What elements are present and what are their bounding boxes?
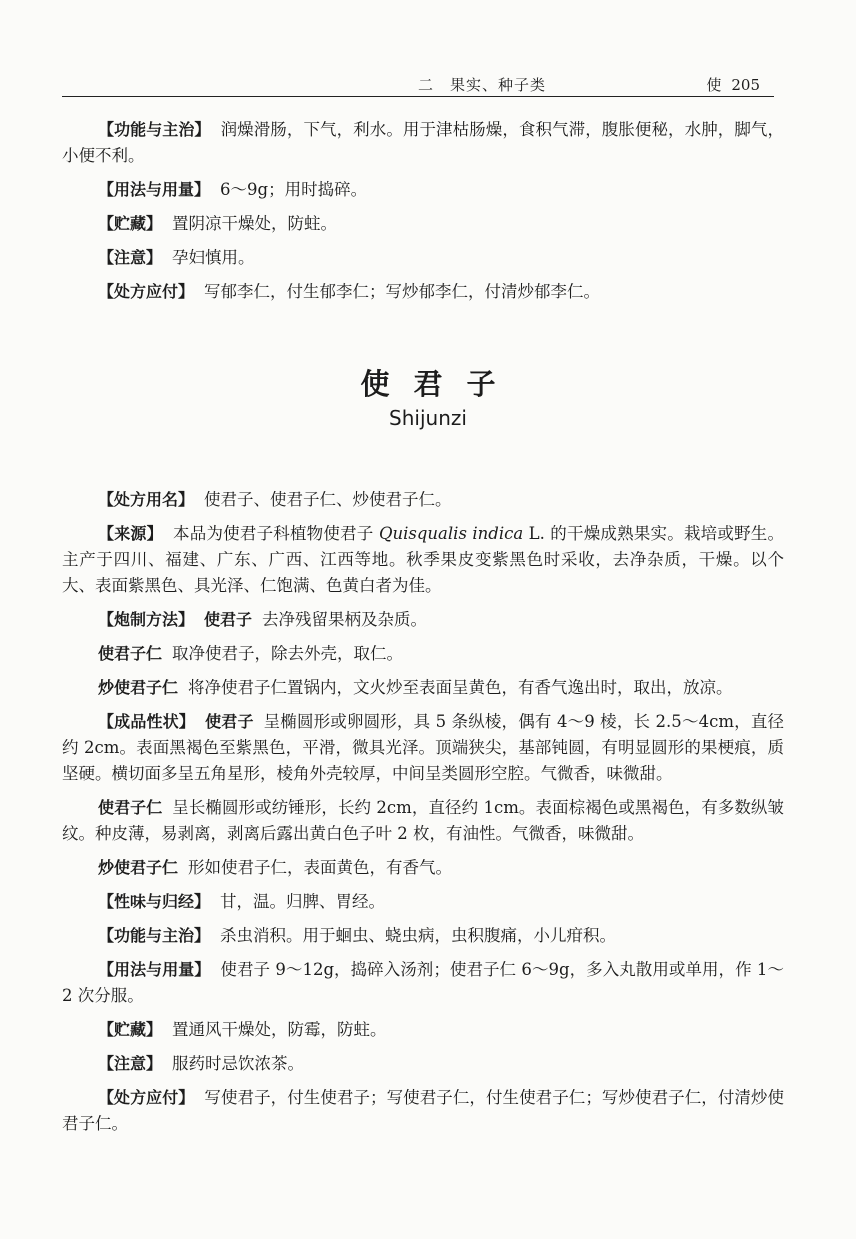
processing-raw xyxy=(62,607,784,633)
storage xyxy=(62,1017,784,1043)
entry-text: 孕妇慎用。 xyxy=(172,248,255,267)
prescription-names xyxy=(62,487,784,513)
entry-tag: 【成品性状】 xyxy=(98,712,195,731)
latin-name: Quisqualis indica xyxy=(378,524,524,543)
entry-text: 服药时忌饮浓茶。 xyxy=(172,1054,305,1073)
entry-tag: 【来源】 xyxy=(98,524,163,543)
entry-storage xyxy=(62,211,784,237)
properties-raw xyxy=(62,709,784,787)
sub-heading: 使君子 xyxy=(204,610,253,629)
entry-functions xyxy=(62,117,784,169)
processing-kernel xyxy=(62,641,784,667)
previous-entry-tail xyxy=(62,117,784,313)
running-header xyxy=(62,60,774,97)
entry-tag: 【注意】 xyxy=(98,1054,163,1073)
entry-tag: 【用法与用量】 xyxy=(98,960,211,979)
sub-heading: 使君子仁 xyxy=(98,644,163,663)
entry-tag: 【贮藏】 xyxy=(98,214,163,233)
sub-heading: 炒使君子仁 xyxy=(98,858,179,877)
entry-caution xyxy=(62,245,784,271)
entry-tag: 【功能与主治】 xyxy=(98,926,211,945)
sub-heading: 使君子仁 xyxy=(98,798,163,817)
functions xyxy=(62,923,784,949)
properties-fried-kernel xyxy=(62,855,784,881)
properties-kernel xyxy=(62,795,784,847)
entry-text: 杀虫消积。用于蛔虫、蛲虫病，虫积腹痛，小儿疳积。 xyxy=(220,926,617,945)
page-number: 205 xyxy=(731,76,760,94)
entry-text: 使君子、使君子仁、炒使君子仁。 xyxy=(204,490,452,509)
entry-text: 写使君子，付生使君子；写使君子仁，付生使君子仁；写炒使君子仁，付清炒使君子仁。 xyxy=(62,1088,784,1133)
entry-text: 润燥滑肠，下气，利水。用于津枯肠燥，食积气滞，腹胀便秘，水肿，脚气，小便不利。 xyxy=(62,120,784,165)
processing-fried-kernel xyxy=(62,675,784,701)
dispensing xyxy=(62,1085,784,1137)
sub-heading: 使君子 xyxy=(204,712,254,731)
entry-text: 呈椭圆形或卵圆形，具 5 条纵棱，偶有 4～9 棱，长 2.5～4cm，直径约 2cm。表面黑褐色至紫黑色，平滑，微具光泽。顶端狭尖，基部钝圆，有明显圆形的果梗痕，质坚硬。横切面多呈五角星形，棱角外壳较厚，中间呈类圆形空腔。气微香，味微甜。 xyxy=(62,712,784,783)
entry-tag: 【贮藏】 xyxy=(98,1020,163,1039)
entry-text: 去净残留果柄及杂质。 xyxy=(262,610,428,629)
entry-text: 使君子 9～12g，捣碎入汤剂；使君子仁 6～9g，多入丸散用或单用，作 1～2 次分服。 xyxy=(62,960,784,1005)
chapter-char: 使 xyxy=(706,76,722,94)
entry-tag: 【用法与用量】 xyxy=(98,180,211,199)
entry-tag: 【处方用名】 xyxy=(98,490,195,509)
sub-heading: 炒使君子仁 xyxy=(98,678,179,697)
entry-text: 呈长椭圆形或纺锤形，长约 2cm，直径约 1cm。表面棕褐色或黑褐色，有多数纵皱纹。种皮薄，易剥离，剥离后露出黄白色子叶 2 枚，有油性。气微香，味微甜。 xyxy=(62,798,784,843)
entry-text: 6～9g；用时捣碎。 xyxy=(220,180,368,199)
entry-dosage xyxy=(62,177,784,203)
nature-meridian xyxy=(62,889,784,915)
entry-text: 本品为使君子科植物使君子 xyxy=(172,524,379,543)
section-title: 二 果实、种子类 xyxy=(418,76,547,94)
monograph-pinyin: Shijunzi xyxy=(389,406,467,430)
entry-tag: 【处方应付】 xyxy=(98,1088,195,1107)
entry-tag: 【功能与主治】 xyxy=(98,120,211,139)
page-label xyxy=(706,74,760,95)
entry-text: 甘，温。归脾、胃经。 xyxy=(220,892,386,911)
entry-text: 置通风干燥处，防霉，防蛀。 xyxy=(172,1020,387,1039)
entry-text: 将净使君子仁置锅内，文火炒至表面呈黄色，有香气逸出时，取出，放凉。 xyxy=(188,678,733,697)
entry-dispensing xyxy=(62,279,784,305)
entry-tag: 【性味与归经】 xyxy=(98,892,211,911)
monograph-body xyxy=(62,487,784,1145)
dosage xyxy=(62,957,784,1009)
entry-text: L. 的干燥成熟果实。栽培或野生。主产于四川、福建、广东、广西、江西等地。秋季果皮变紫黑色时采收，去净杂质，干燥。以个大、表面紫黑色、具光泽、仁饱满、色黄白者为佳。 xyxy=(62,524,784,595)
source xyxy=(62,521,784,599)
entry-text: 置阴凉干燥处，防蛀。 xyxy=(172,214,338,233)
entry-text: 形如使君子仁，表面黄色，有香气。 xyxy=(188,858,453,877)
entry-tag: 【注意】 xyxy=(98,248,163,267)
entry-tag: 【炮制方法】 xyxy=(98,610,195,629)
entry-text: 取净使君子，除去外壳，取仁。 xyxy=(172,644,404,663)
entry-text: 写郁李仁，付生郁李仁；写炒郁李仁，付清炒郁李仁。 xyxy=(204,282,601,301)
caution xyxy=(62,1051,784,1077)
entry-tag: 【处方应付】 xyxy=(98,282,195,301)
monograph-title: 使君子 xyxy=(360,367,520,401)
